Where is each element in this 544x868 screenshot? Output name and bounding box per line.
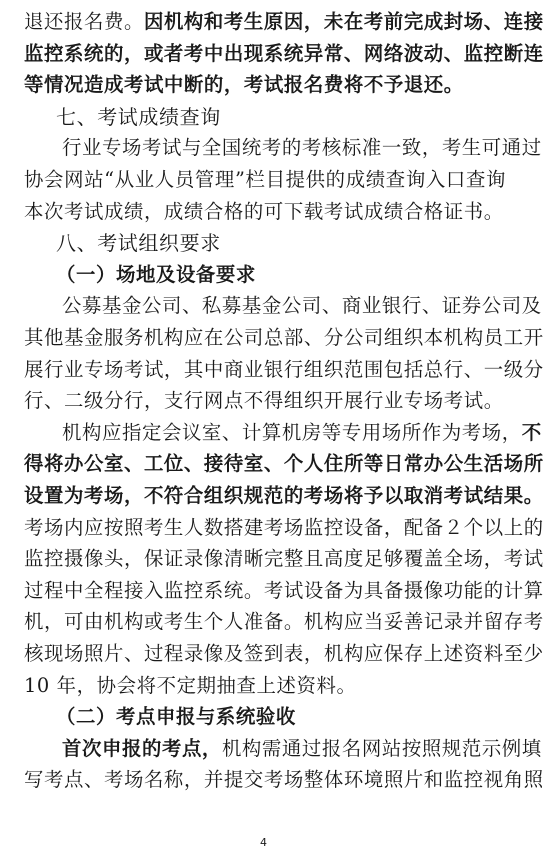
text-segment: 展行业专场考试，其中商业银行组织范围包括总行、一级分 [24,357,544,381]
text-segment: 行业专场考试与全国统考的考核标准一致，考生可通过 [62,136,542,160]
text-segment: 考场内应按照考生人数搭建考场监控设备，配备２个以上的 [24,515,544,539]
subsection-heading-1 [56,259,506,291]
text-line-1 [24,6,544,38]
section-heading-8 [56,227,506,259]
text-segment: 过程中全程接入监控系统。考试设备为具备摄像功能的计算 [24,578,544,602]
text-line-25 [24,764,544,796]
heading-text: 八、考试组织要求 [56,231,221,256]
text-segment-bold: 首次申报的考点， [62,736,222,760]
text-segment: 写考点、考场名称，并提交考场整体环境照片和监控视角照 [24,768,544,792]
text-line-2 [24,38,544,70]
text-line-14 [62,417,542,449]
text-line-17 [24,512,544,544]
text-segment-bold: 不 [521,420,542,444]
text-line-16 [24,480,544,512]
text-line-5 [62,132,542,164]
text-segment: 10 年，协会将不定期抽查上述资料。 [24,673,357,697]
text-segment: 退还报名费。 [24,10,144,33]
text-segment: 机构应指定会议室、计算机房等专用场所作为考场， [62,420,522,444]
text-segment: 监控摄像头，保证录像清晰完整且高度足够覆盖全场，考试 [24,547,544,571]
text-line-24 [62,733,542,765]
text-segment: 协会网站“从业人员管理”栏目提供的成绩查询入口查询 [24,168,506,191]
text-line-11 [24,322,544,354]
text-line-19 [24,575,544,607]
text-line-7 [24,196,506,228]
text-segment: 机构需通过报名网站按照规范示例填 [221,736,542,760]
text-segment: 公募基金公司、私募基金公司、商业银行、证券公司及 [62,294,542,318]
text-segment-bold: 设置为考场，不符合组织规范的考场将予以取消考试结果。 [24,484,544,507]
text-line-10 [62,290,542,322]
text-segment-bold: 监控系统的，或者考中出现系统异常、网络波动、监控断连 [24,41,544,65]
heading-text: 七、考试成绩查询 [56,104,221,129]
section-heading-7 [56,101,506,133]
text-segment: 其他基金服务机构应在公司总部、分公司组织本机构员工开 [24,326,544,349]
text-line-15 [24,448,544,480]
text-segment: 核现场照片、过程录像及签到表，机构应保存上述资料至少 [24,642,544,665]
text-segment: 行、二级分行，支行网点不得组织开展行业专场考试。 [24,389,504,413]
text-line-3 [24,69,506,101]
text-segment-bold: 因机构和考生原因，未在考前完成封场、连接 [143,10,544,33]
text-line-20 [24,606,544,638]
text-line-13 [24,385,506,417]
text-segment-bold: 等情况造成考试中断的，考试报名费将不予退还。 [24,73,464,97]
text-line-22 [24,670,506,702]
text-line-18 [24,543,544,575]
subsection-heading-2 [56,701,506,733]
page-number: 4 [260,836,267,849]
text-segment: 机，可由机构或考生个人准备。机构应当妥善记录并留存考 [24,610,544,634]
text-segment-bold: （二）考点申报与系统验收 [56,705,296,729]
subheading-text: （一）场地及设备要求 [56,262,256,286]
text-line-12 [24,354,544,386]
text-segment-bold: 得将办公室、工位、接待室、个人住所等日常办公生活场所 [24,452,544,476]
text-line-21 [24,638,544,670]
text-line-6 [24,164,506,196]
text-segment: 本次考试成绩，成绩合格的可下载考试成绩合格证书。 [24,199,504,223]
